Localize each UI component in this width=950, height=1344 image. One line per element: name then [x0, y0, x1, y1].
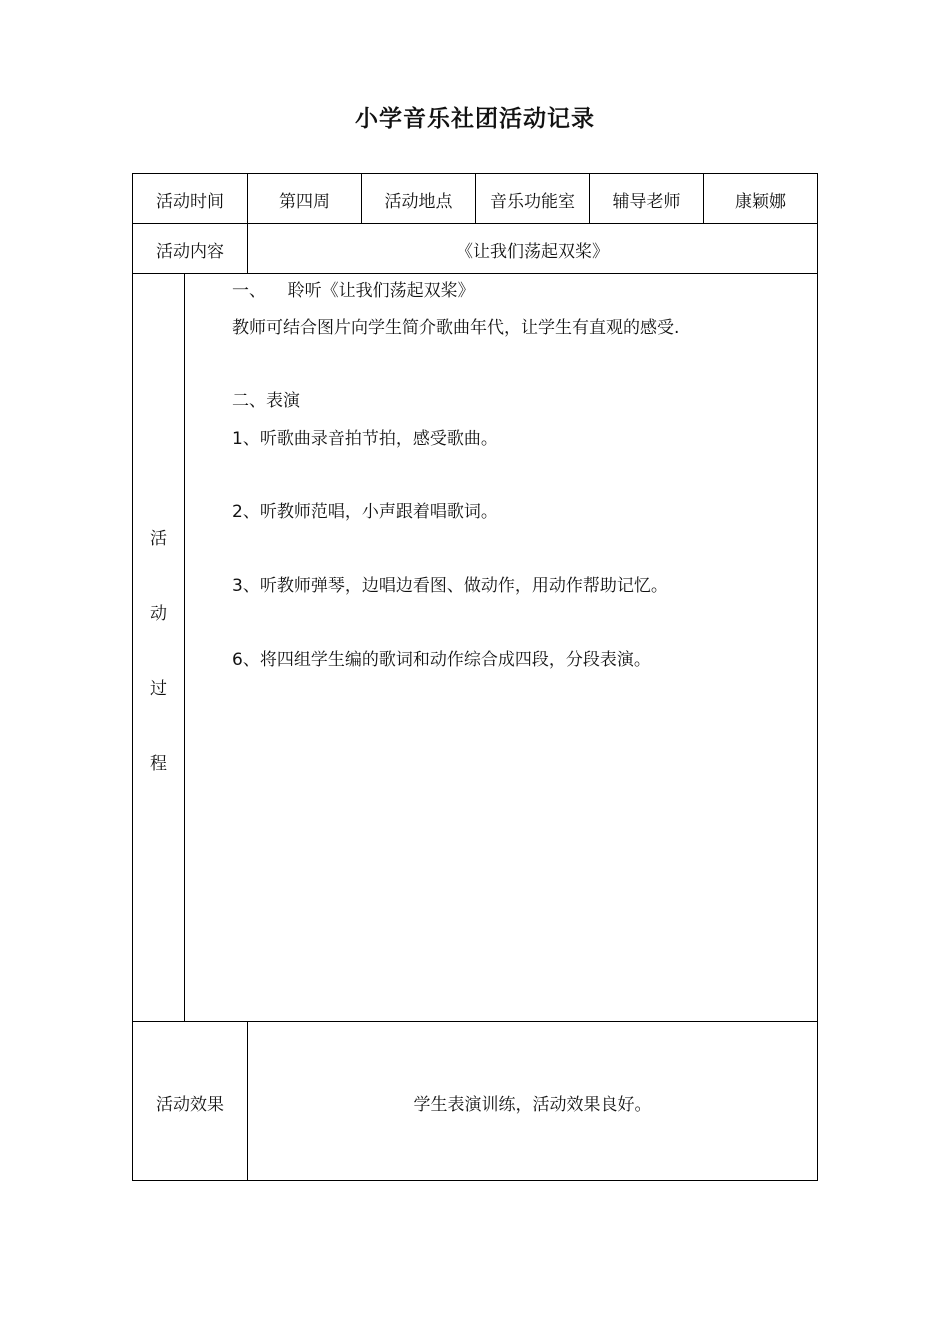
- activity-content-value: 《让我们荡起双桨》: [456, 242, 609, 262]
- process-line: 一、 聆听《让我们荡起双桨》: [232, 281, 475, 301]
- activity-time-label: 活动时间: [156, 192, 224, 212]
- teacher-value: 康颖娜: [735, 192, 786, 212]
- teacher-label: 辅导老师: [612, 192, 681, 212]
- activity-content-label: 活动内容: [156, 242, 224, 262]
- process-label-char: 动: [150, 604, 167, 624]
- table-border-bottom: [132, 1180, 818, 1181]
- page-title: 小学音乐社团活动记录: [355, 106, 595, 132]
- process-line: 6、将四组学生编的歌词和动作综合成四段，分段表演。: [232, 650, 651, 670]
- process-line: 二、表演: [232, 391, 300, 411]
- process-label-char: 活: [150, 529, 167, 549]
- activity-place-label: 活动地点: [384, 192, 453, 212]
- activity-effect-value: 学生表演训练，活动效果良好。: [413, 1095, 652, 1115]
- process-line: 1、听歌曲录音拍节拍，感受歌曲。: [232, 429, 498, 449]
- table-divider-row3: [132, 1021, 818, 1022]
- table-divider-row2: [132, 273, 818, 274]
- activity-time-value: 第四周: [279, 192, 330, 212]
- process-line: 3、听教师弹琴，边唱边看图、做动作，用动作帮助记忆。: [232, 576, 668, 596]
- table-col-divider: [184, 273, 185, 1022]
- process-label-char: 过: [150, 679, 167, 699]
- process-label-char: 程: [150, 754, 167, 774]
- activity-place-value: 音乐功能室: [490, 192, 575, 212]
- process-line: 2、听教师范唱，小声跟着唱歌词。: [232, 502, 498, 522]
- table-border-right: [817, 173, 818, 1181]
- activity-effect-label: 活动效果: [156, 1095, 224, 1115]
- process-line: 教师可结合图片向学生简介歌曲年代，让学生有直观的感受.: [232, 318, 680, 338]
